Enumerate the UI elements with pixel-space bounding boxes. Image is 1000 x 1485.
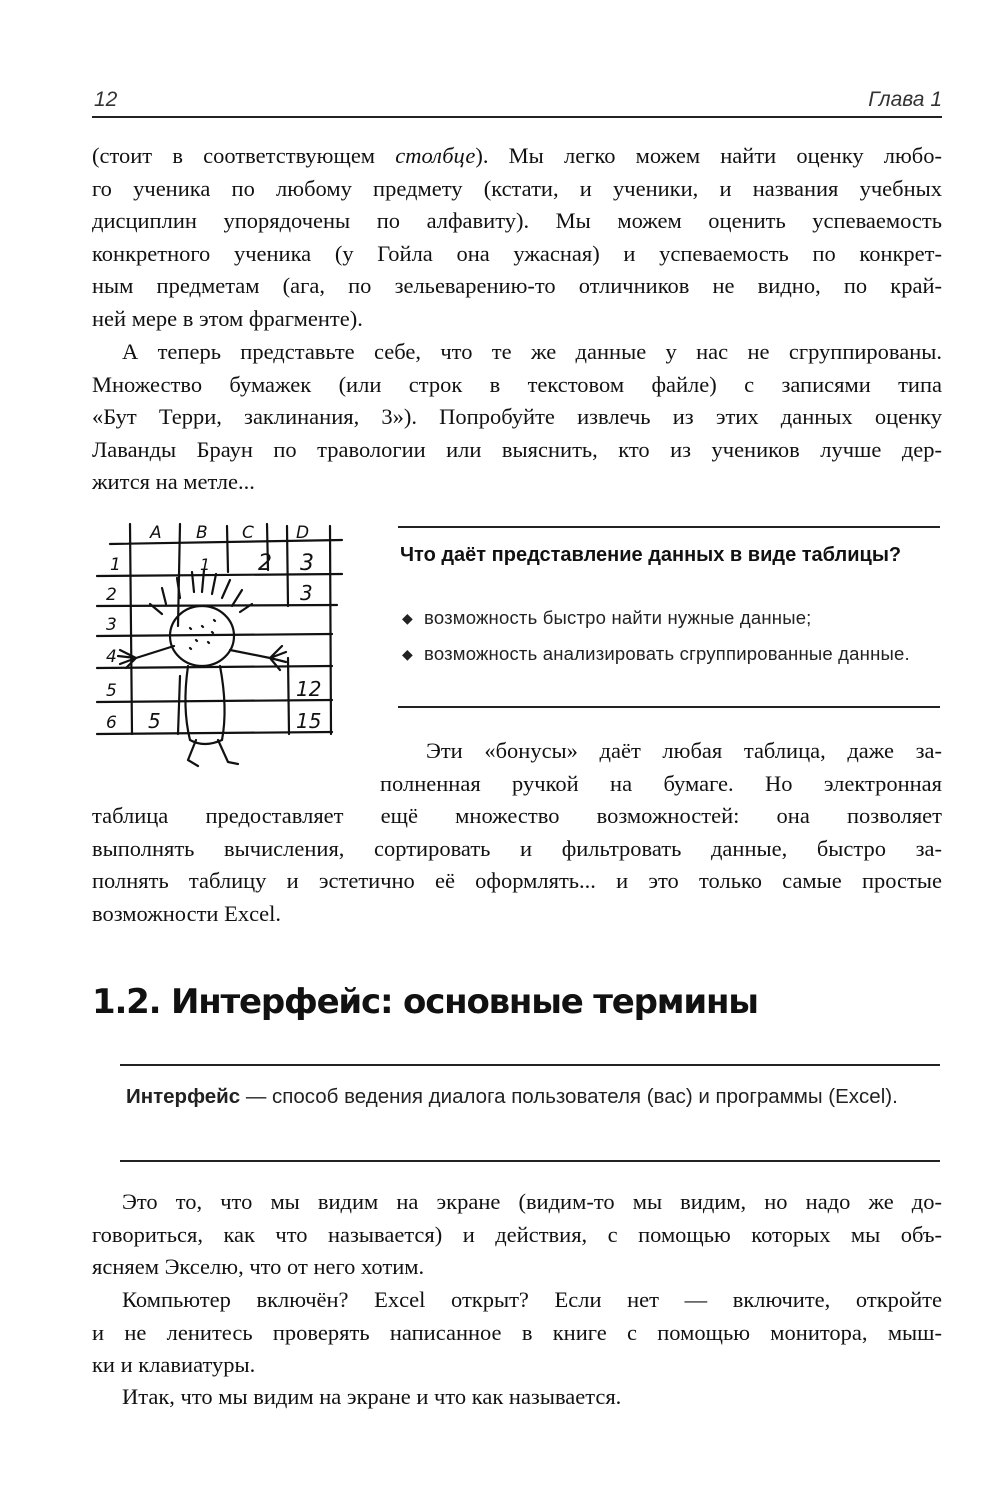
cell-value: 1 xyxy=(200,555,211,574)
row-number: 6 xyxy=(106,713,117,733)
row-number: 2 xyxy=(106,585,117,605)
text-line: полнять таблицу и эстетично её оформлять... и это только самые простые xyxy=(92,868,942,893)
row-number: 5 xyxy=(106,681,117,701)
paragraph-what-we-see xyxy=(92,1381,942,1414)
cell-value: 15 xyxy=(296,709,322,733)
infobox-list xyxy=(398,606,940,678)
paragraph-computer-on xyxy=(92,1284,942,1382)
text-line: Множество бумажек (или строк в текстовом файле) с записями типа xyxy=(92,371,942,397)
text-line: говориться, как что называется) и действия, с помощью которых мы объ- xyxy=(92,1221,942,1247)
row-number: 1 xyxy=(110,555,121,575)
paragraph-bonuses-part1 xyxy=(370,735,942,800)
cell-value: 5 xyxy=(148,709,161,733)
text-line: и не ленитесь проверять написанное в книге с помощью монитора, мыш- xyxy=(92,1319,942,1345)
text-line: Эти «бонусы» даёт любая таблица, даже за- xyxy=(426,738,942,763)
text-line: Это то, что мы видим на экране (видим-то мы видим, но надо же до- xyxy=(122,1189,942,1214)
column-letter-d: D xyxy=(296,523,310,543)
section-heading: 1.2. Интерфейс: основные термины xyxy=(92,982,758,1022)
text-line: полненная ручкой на бумаге. Но электронная xyxy=(380,770,942,796)
paragraph-grades-table xyxy=(92,140,942,335)
definition-term: Интерфейс xyxy=(126,1085,241,1108)
text-line: Лаванды Браун по травологии или выяснить, кто из учеников лучше дер- xyxy=(92,436,942,462)
diamond-bullet-icon: ◆ xyxy=(402,610,413,626)
list-item: ◆ возможность анализировать сгруппированные данные. xyxy=(402,643,910,664)
paragraph-interface-desc xyxy=(92,1186,942,1284)
cell-value: 3 xyxy=(300,551,314,576)
text-line: ным предметам (ага, по зельеварению-то отличников не видно, по край- xyxy=(92,273,942,298)
cell-value: 12 xyxy=(296,677,322,701)
paragraph-ungrouped-data xyxy=(92,336,942,499)
text-line: ней мере в этом фрагменте). xyxy=(92,305,363,331)
column-letter-a: A xyxy=(150,523,162,543)
text-line: ясняем Экселю, что от него хотим. xyxy=(92,1254,425,1279)
list-item: ◆ возможность быстро найти нужные данные; xyxy=(402,607,812,628)
hand-drawn-table-figure xyxy=(92,508,367,778)
text-line: конкретного ученика (у Гойла она ужасная) и успеваемость по конкрет- xyxy=(92,240,942,266)
text-line: выполнять вычисления, сортировать и фильтровать данные, быстро за- xyxy=(92,835,942,861)
text-line: Компьютер включён? Excel открыт? Если нет — включите, откройте xyxy=(122,1287,942,1312)
infobox-table-benefits xyxy=(398,526,940,708)
text-line: Итак, что мы видим на экране и что как называется. xyxy=(122,1384,622,1409)
paragraph-bonuses-part2 xyxy=(92,800,942,930)
page-number: 12 xyxy=(94,88,118,111)
diamond-bullet-icon: ◆ xyxy=(402,646,413,662)
cell-value: 3 xyxy=(300,581,313,605)
definition-text: Интерфейс — способ ведения диалога пользователя (вас) и программы (Excel). xyxy=(126,1085,898,1108)
text-line: «Бут Терри, заклинания, 3»). Попробуйте извлечь из этих данных оценку xyxy=(92,404,942,429)
text-line: ки и клавиатуры. xyxy=(92,1352,256,1377)
definition-box xyxy=(120,1064,940,1162)
text-line: дисциплин упорядочены по алфавиту). Мы можем оценить успеваемость xyxy=(92,208,942,233)
text-line: жится на метле... xyxy=(92,469,255,494)
cell-value: 2 xyxy=(258,551,272,576)
text-line: возможности Excel. xyxy=(92,900,281,926)
infobox-title: Что даёт представление данных в виде таблицы? xyxy=(400,544,902,566)
chapter-label: Глава 1 xyxy=(868,88,942,111)
running-header xyxy=(92,86,942,118)
text-line: го ученика по любому предмету (кстати, и ученики, и названия учебных xyxy=(92,175,942,201)
column-letter-c: C xyxy=(242,523,254,543)
row-number: 3 xyxy=(106,615,117,635)
text-line: А теперь представьте себе, что те же данные у нас не сгруппированы. xyxy=(122,339,942,364)
text-line: (стоит в соответствующем столбце). Мы легко можем найти оценку любо- xyxy=(92,143,942,168)
column-letter-b: B xyxy=(196,523,208,543)
text-line: таблица предоставляет ещё множество возможностей: она позволяет xyxy=(92,803,942,828)
row-number: 4 xyxy=(106,647,117,667)
